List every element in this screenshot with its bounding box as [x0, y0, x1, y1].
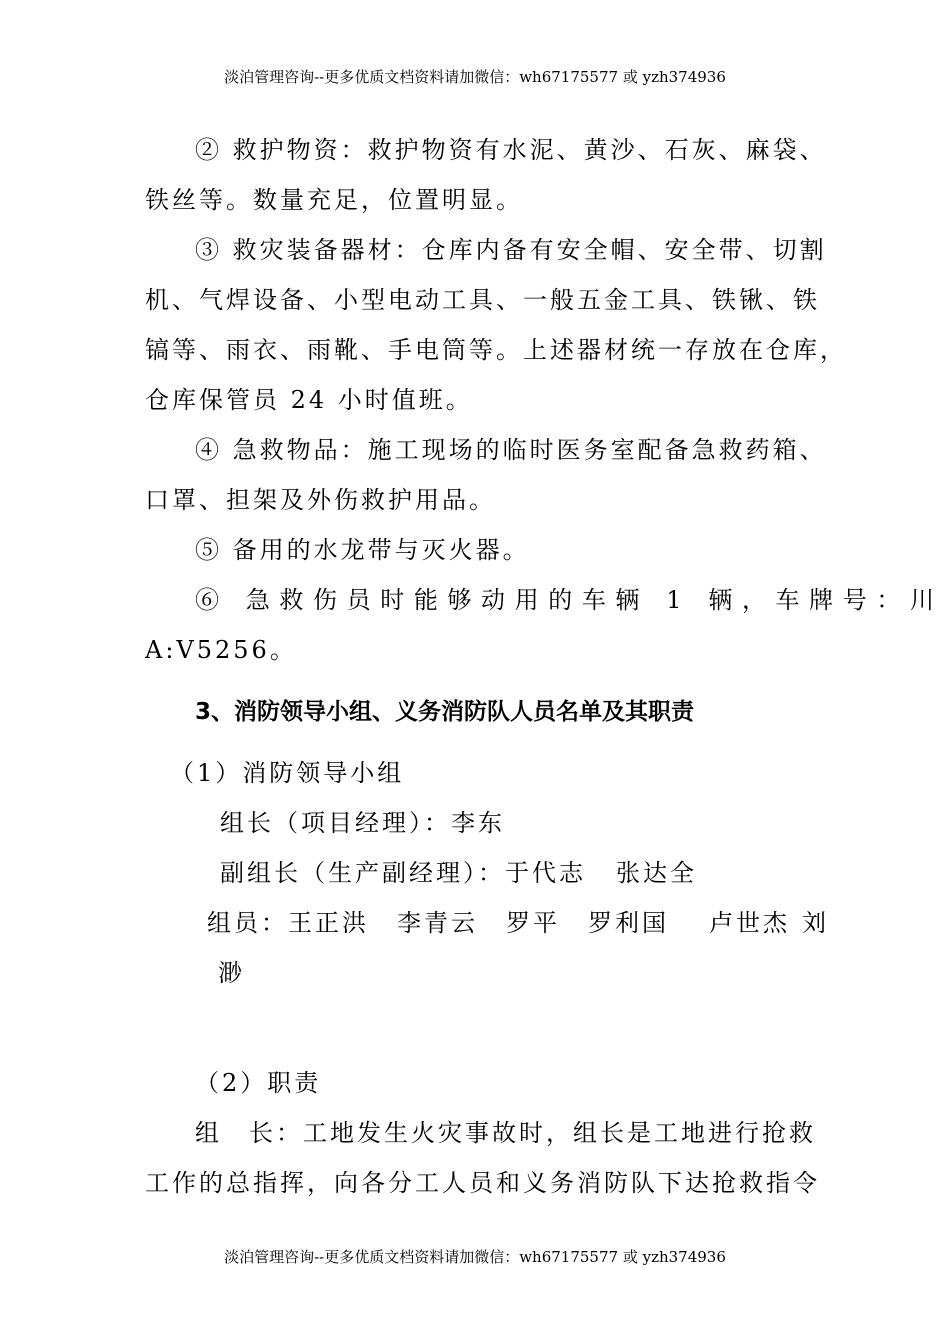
member-name: 李青云	[397, 909, 478, 937]
member-name: 王正洪	[288, 909, 369, 937]
members-label: 组员：	[207, 909, 288, 937]
member-name: 卢世杰	[709, 909, 790, 937]
page-header: 淡泊管理咨询--更多优质文档资料请加微信：wh67175577 或 yzh374936	[224, 68, 726, 86]
item-2-line-1: ② 救护物资：救护物资有水泥、黄沙、石灰、麻袋、	[195, 136, 827, 164]
member-name: 刘	[802, 909, 829, 937]
item-2-line-2: 铁丝等。数量充足，位置明显。	[145, 186, 523, 214]
item-3-line-1: ③ 救灾装备器材：仓库内备有安全帽、安全带、切割	[195, 236, 827, 264]
item-4-line-1: ④ 急救物品：施工现场的临时医务室配备急救药箱、	[195, 436, 827, 464]
subsection-1-title: （1）消防领导小组	[170, 759, 405, 787]
item-5-line-1: ⑤ 备用的水龙带与灭火器。	[195, 536, 530, 564]
subsection-2-title: （2）职责	[195, 1069, 322, 1097]
deputy-name: 于代志	[505, 859, 586, 887]
item-6-line-1: ⑥ 急救伤员时能够动用的车辆 1 辆，车牌号：川	[195, 586, 944, 614]
item-6-line-2: A:V5256。	[145, 636, 297, 664]
page-footer: 淡泊管理咨询--更多优质文档资料请加微信：wh67175577 或 yzh374936	[224, 1248, 726, 1266]
deputy-name: 张达全	[616, 859, 697, 887]
duty-line-2: 工作的总指挥，向各分工人员和义务消防队下达抢救指令	[145, 1169, 820, 1197]
duty-text: 工地发生火灾事故时，组长是工地进行抢救	[303, 1119, 816, 1147]
section-3-heading: 3、消防领导小组、义务消防队人员名单及其职责	[195, 699, 695, 725]
duty-line-1	[195, 1118, 816, 1148]
item-4-line-2: 口罩、担架及外伤救护用品。	[145, 486, 496, 514]
deputy-label: 副组长（生产副经理）：	[220, 859, 505, 887]
deputy-line	[220, 858, 697, 888]
members-line-wrap: 渺	[218, 959, 245, 987]
member-name: 罗平	[506, 909, 560, 937]
leader-line: 组长（项目经理）：李东	[220, 809, 505, 837]
duty-label: 组 长：	[195, 1119, 303, 1147]
item-3-line-2: 机、气焊设备、小型电动工具、一般五金工具、铁锹、铁	[145, 286, 820, 314]
member-name: 罗利国	[588, 909, 669, 937]
item-3-line-4: 仓库保管员 24 小时值班。	[145, 386, 473, 414]
item-3-line-3: 镐等、雨衣、雨靴、手电筒等。上述器材统一存放在仓库，	[145, 336, 847, 364]
members-line	[207, 908, 829, 938]
